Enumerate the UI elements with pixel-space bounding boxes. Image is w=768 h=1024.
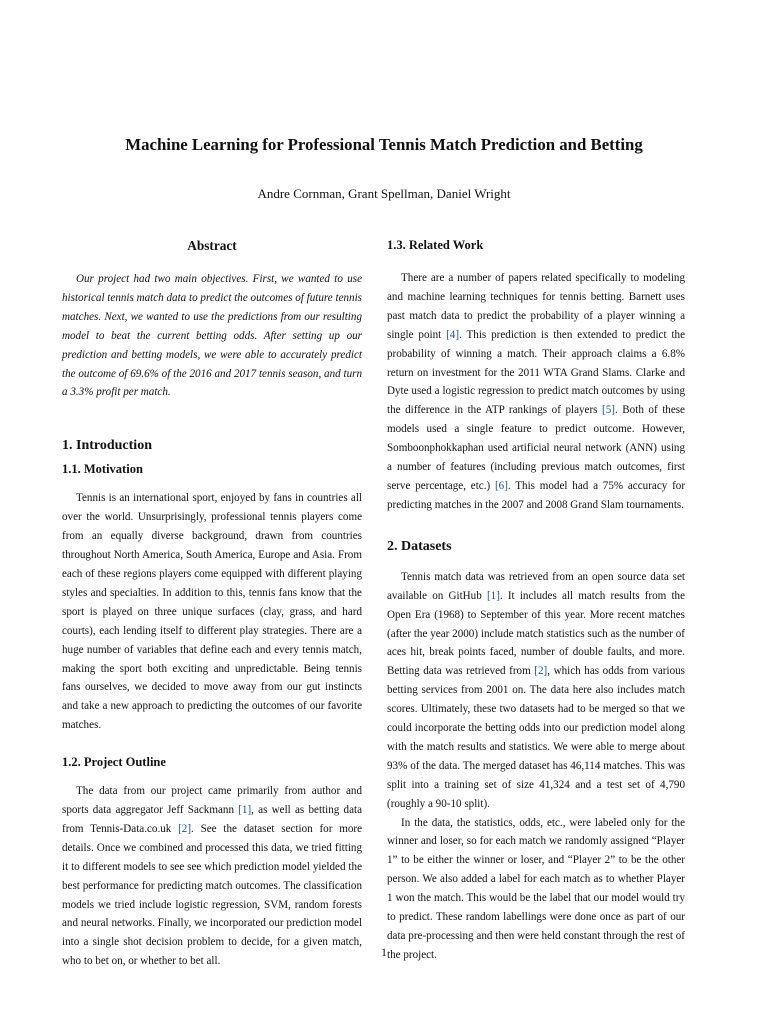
project-outline-paragraph — [62, 782, 362, 971]
abstract-text: Our project had two main objectives. First, we wanted to use historical tennis match data to predict the outcomes of future tennis matches. Next, we wanted to use the predictions from our resulting model to beat the current betting odds. After setting up our prediction and betting models, we were able to accurately predict the outcome of 69.6% of the 2016 and 2017 tennis season, and turn a 3.3% profit per match. — [62, 273, 362, 399]
citation-link-2[interactable]: [2] — [178, 822, 192, 835]
page-number: 1 — [381, 947, 387, 959]
related-text-a: There are a number of papers related specifically to modeling and machine learning techniques for tennis betting. Barnett uses past match data to predict the probability of a player winning a single point — [387, 272, 685, 341]
citation-link-6[interactable]: [6] — [494, 479, 508, 492]
motivation-paragraph: Tennis is an international sport, enjoyed by fans in countries all over the world. Unsurprisingly, professional tennis players come from an equally diverse background, drawn from countries throughout North America, South America, Europe and Asia. From each of these regions players come equipped with different playing styles and specialties. In addition to this, tennis fans know that the sport is played on three unique surfaces (clay, grass, and hard courts), each lending itself to different play strategies. There are a huge number of variables that define each and every tennis match, making the sport both exciting and unpredictable. Being tennis fans ourselves, we decided to move away from our gut instincts and take a new approach to predicting the outcomes of our favorite matches. — [62, 492, 362, 732]
citation-link-2[interactable]: [2] — [534, 665, 548, 678]
author-list: Andre Cornman, Grant Spellman, Daniel Wright — [257, 186, 511, 201]
motivation-heading: 1.1. Motivation — [62, 462, 143, 477]
outline-text-a: The data from our project came primarily from author and sports data aggregator Jeff Sackmann — [62, 785, 362, 817]
datasets-text-a: Tennis match data was retrieved from an open source data set available on GitHub — [387, 570, 685, 602]
datasets-text-b: . It includes all match results from the Open Era (1968) to September of this year. More recent matches (after the year 2000) include match statistics such as the number of aces hit, break points faced, number of double faults, and more. Betting data was retrieved from — [387, 589, 685, 678]
citation-link-1[interactable]: [1] — [486, 589, 500, 602]
citation-link-4[interactable]: [4] — [446, 328, 460, 341]
datasets-paragraph-2: In the data, the statistics, odds, etc., were labeled only for the winner and loser, so for each match we randomly assigned “Player 1” to be either the winner or loser, and “Player 2” to be the other person. We also added a label for each match as to whether Player 1 won the match. This would be the label that our model would try to predict. These random labellings were done once as part of our data pre-processing and then were held constant through the rest of the project. — [387, 816, 685, 961]
introduction-heading: 1. Introduction — [62, 438, 152, 454]
related-text-b: . This prediction is then extended to predict the probability of winning a match. Their approach claims a 6.8% return on investment for the 2011 WTA Grand Slams. Clarke and Dyte used a logistic regression to predict match outcomes by using the difference in the ATP rankings of players — [387, 328, 686, 417]
project-outline-heading: 1.2. Project Outline — [62, 755, 166, 770]
datasets-text-c: , which has odds from various betting services from 2001 on. The data here also includes match scores. Ultimately, these two datasets had to be merged so that we could incorporate the betting odds into our prediction model along with the match results and statistics. We were able to merge about 93% of the data. The merged dataset has 46,114 matches. This was split into a training set of size 41,324 and a test set of 4,790 (roughly a 90-10 split). — [387, 665, 685, 810]
left-column — [62, 238, 362, 971]
citation-link-5[interactable]: [5] — [602, 404, 615, 417]
outline-text-b: , as well as betting data from Tennis-Data.co.uk — [62, 804, 362, 835]
related-work-heading: 1.3. Related Work — [387, 238, 484, 252]
right-column — [387, 238, 685, 965]
related-text-d: . This model had a 75% accuracy for predicting matches in the 2007 and 2008 Grand Slam tournaments. — [387, 479, 686, 511]
datasets-heading: 2. Datasets — [387, 538, 452, 554]
abstract-heading: Abstract — [187, 238, 237, 253]
related-work-paragraph — [387, 269, 685, 515]
citation-link-1[interactable]: [1] — [238, 804, 252, 817]
outline-text-c: . See the dataset section for more details. Once we combined and processed this data, we tried fitting it to different models to see see which prediction model yielded the best performance for predicting match outcomes. The classification models we tried include logistic regression, SVM, random forests and neural networks. Finally, we incorporated our prediction model into a single shot decision problem to decide, for a given match, who to bet on, or whether to bet all. — [62, 822, 362, 968]
related-text-c: . Both of these models used a single feature to predict outcome. However, Somboonphokkaphan used artificial neural network (ANN) using a number of features (including previous match outcomes, first serve percentage, etc.) — [387, 404, 685, 492]
paper-title: Machine Learning for Professional Tennis Match Prediction and Betting — [125, 135, 643, 154]
datasets-paragraph-1 — [387, 568, 685, 814]
